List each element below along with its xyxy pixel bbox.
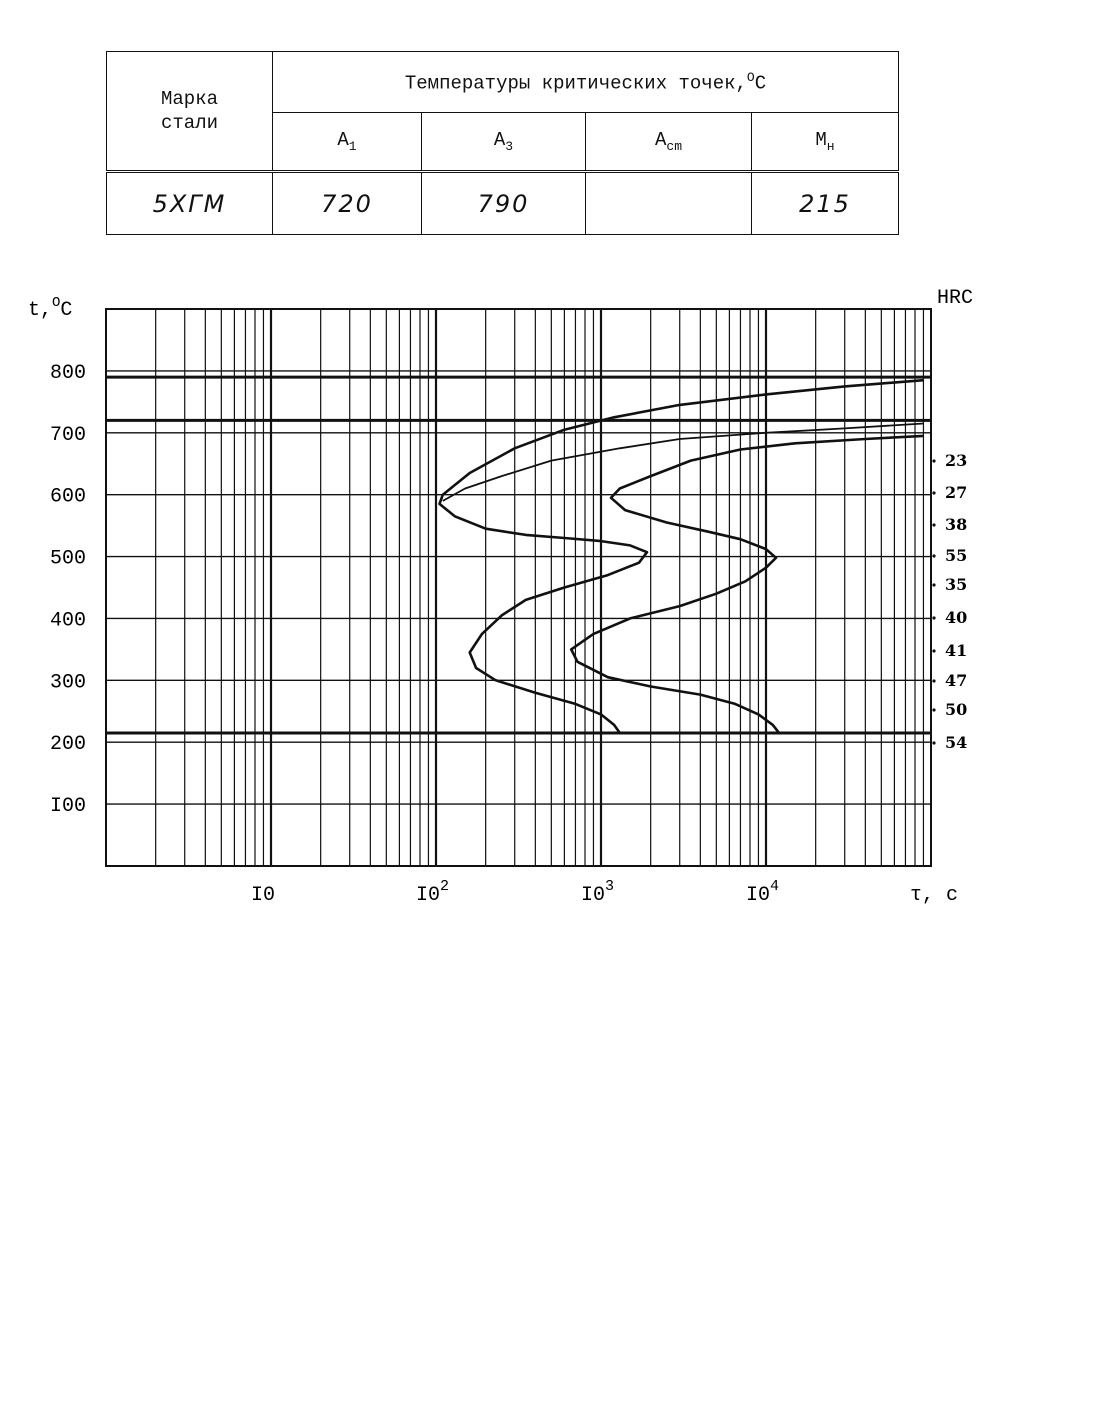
x-tick-label: $I0^2$ (416, 878, 450, 907)
hrc-tick (932, 708, 935, 711)
a1-header: $A_1$ (273, 113, 422, 172)
hrc-value: 23 (945, 451, 968, 470)
hrc-tick (932, 459, 935, 462)
hrc-value: 55 (945, 546, 968, 565)
hrc-value: 38 (945, 515, 968, 534)
hrc-tick (932, 491, 935, 494)
x-axis-ticks (251, 878, 779, 907)
hrc-tick (932, 649, 935, 652)
hrc-value: 41 (945, 641, 968, 660)
hrc-value: 40 (945, 608, 968, 627)
hrc-scale (932, 451, 967, 752)
a1-value-cell: 720 (273, 172, 422, 235)
steel-grade-header: Марка стали (107, 52, 273, 172)
steel-grade-cell: 5ХГМ (107, 172, 273, 235)
a3-header: $A_3$ (422, 113, 586, 172)
a3-value-cell: 790 (422, 172, 586, 235)
y-axis-ticks (50, 362, 86, 818)
y-tick-label: 500 (49, 547, 86, 571)
hrc-tick (932, 523, 935, 526)
hrc-tick (932, 679, 935, 682)
acm-header: $A_{cm}$ (586, 113, 752, 172)
x-tick-label: $I0^4$ (746, 878, 780, 907)
hrc-value: 27 (945, 483, 968, 502)
hrc-value: 50 (945, 700, 968, 719)
chart-grid (106, 309, 931, 866)
plot-frame (106, 309, 931, 866)
critical-temps-header: Температуры критических точек,$^O$C (273, 52, 899, 113)
y-tick-label: 600 (49, 485, 86, 509)
hrc-value: 54 (945, 733, 968, 752)
hrc-tick (932, 554, 935, 557)
y-tick-label: 300 (49, 671, 86, 695)
y-axis-label: t,$^O$C (28, 295, 73, 322)
mn-value-cell: 215 (752, 172, 899, 235)
hrc-value: 47 (945, 671, 968, 690)
x-tick-label: $I0^3$ (581, 878, 615, 907)
mn-header: $M_н$ (752, 113, 899, 172)
x-axis-label: τ, с (910, 884, 959, 907)
hrc-tick (932, 741, 935, 744)
hrc-tick (932, 616, 935, 619)
hrc-axis-label: HRC (937, 287, 974, 310)
y-tick-label: I00 (49, 795, 86, 819)
hrc-tick (932, 583, 935, 586)
curve-3 (571, 436, 923, 733)
y-tick-label: 800 (49, 361, 86, 385)
y-tick-label: 700 (49, 423, 86, 447)
x-tick-label: I0 (251, 884, 276, 907)
y-tick-label: 400 (49, 609, 86, 633)
y-tick-label: 200 (49, 733, 86, 757)
hrc-value: 35 (945, 575, 968, 594)
